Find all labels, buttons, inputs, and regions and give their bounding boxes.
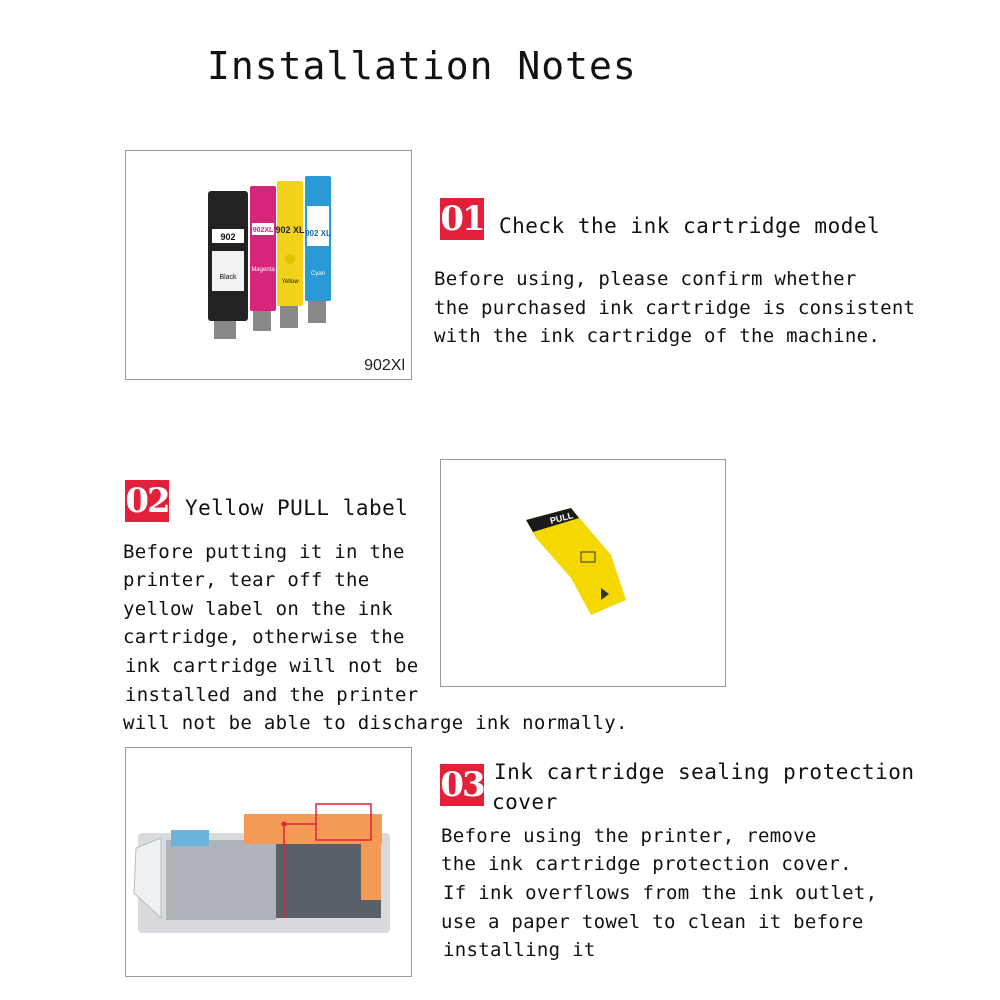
step3-heading-line: cover	[492, 790, 558, 814]
step1-text-line: with the ink cartridge of the machine.	[434, 325, 881, 347]
step2-text-line: Before putting it in the	[123, 541, 405, 563]
cartridge-model-image	[125, 150, 412, 380]
protection-cover-illustration	[126, 748, 412, 977]
cartridge-cyan-color: Cyan	[310, 271, 326, 277]
step-badge-03: 03	[440, 765, 484, 805]
image-caption: 902Xl	[364, 357, 405, 374]
pull-label-illustration	[441, 460, 726, 687]
cartridge-black-color: Black	[219, 274, 237, 281]
step-badge-02: 02	[125, 481, 169, 521]
step2-text-line: cartridge, otherwise the	[123, 626, 405, 648]
step3-heading-line: Ink cartridge sealing protection	[494, 760, 915, 784]
step2-text-line: ink cartridge will not be	[125, 655, 419, 677]
step2-text-line: printer, tear off the	[123, 569, 370, 591]
cartridge-magenta	[250, 186, 276, 331]
step2-heading: Yellow PULL label	[185, 496, 409, 520]
cartridge-black	[208, 191, 248, 339]
step1-text-line: the purchased ink cartridge is consistent	[434, 297, 916, 319]
page-title: Installation Notes	[207, 44, 637, 88]
step3-text-line: the ink cartridge protection cover.	[441, 853, 852, 875]
pull-label-image	[440, 459, 726, 687]
step3-text-line: If ink overflows from the ink outlet,	[443, 882, 878, 904]
cartridge-black-label: 902	[220, 232, 236, 242]
step2-text-line: installed and the printer	[125, 684, 419, 706]
step1-heading: Check the ink cartridge model	[499, 214, 881, 238]
step2-text-line: will not be able to discharge ink normally.	[123, 712, 628, 734]
step3-text-line: use a paper towel to clean it before	[441, 911, 864, 933]
protection-cover-image	[125, 747, 412, 977]
cartridge-yellow-label: 902 XL	[275, 225, 305, 235]
step2-text-line: yellow label on the ink	[123, 598, 393, 620]
step3-text-line: Before using the printer, remove	[441, 825, 817, 847]
step3-text-line: installing it	[443, 939, 596, 961]
step-badge-01: 01	[440, 199, 484, 239]
step1-text-line: Before using, please confirm whether	[434, 268, 857, 290]
cartridge-magenta-color: Magenta	[251, 267, 275, 273]
cartridge-magenta-label: 902XL	[252, 227, 274, 234]
cartridge-yellow-color: Yellow	[281, 279, 299, 285]
cartridge-cyan-label: 902 XL	[305, 229, 331, 238]
cartridge-yellow	[275, 181, 305, 328]
cartridge-cyan	[305, 176, 331, 323]
cartridges-illustration	[126, 151, 412, 380]
pull-label-text: PULL	[548, 510, 575, 526]
